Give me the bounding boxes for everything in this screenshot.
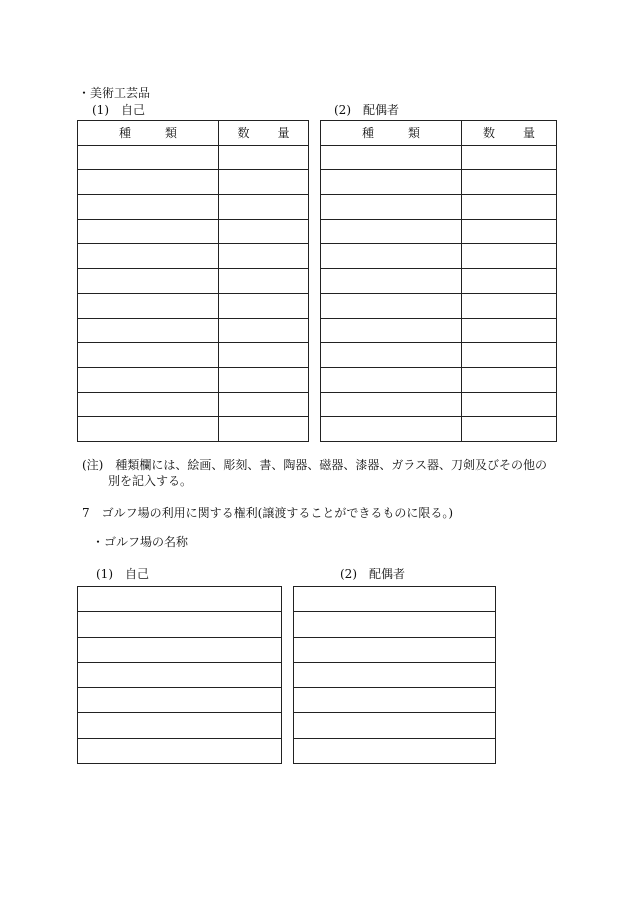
table-cell[interactable] [321, 318, 462, 343]
table-cell[interactable] [78, 713, 282, 738]
table-cell[interactable] [219, 318, 309, 343]
table-row [78, 244, 309, 269]
art-self-table [77, 120, 309, 442]
table-row [294, 587, 496, 612]
art-self-label: (1) 自己 [92, 103, 145, 117]
table-cell[interactable] [78, 367, 219, 392]
table-cell[interactable] [321, 392, 462, 417]
table-cell[interactable] [219, 219, 309, 244]
golf-self-label: (1) 自己 [96, 567, 149, 581]
header-char: 種 [118, 126, 131, 141]
table-cell[interactable] [294, 713, 496, 738]
table-cell[interactable] [462, 318, 557, 343]
table-cell[interactable] [294, 612, 496, 637]
table-cell[interactable] [321, 367, 462, 392]
table-header-row [78, 121, 309, 146]
column-header-type [321, 121, 462, 146]
table-row [78, 713, 282, 738]
table-row [294, 662, 496, 687]
table-cell[interactable] [78, 417, 219, 442]
header-char: 数 [482, 126, 495, 141]
table-row [78, 367, 309, 392]
table-cell[interactable] [321, 269, 462, 294]
table-row [78, 145, 309, 170]
table-row [78, 195, 309, 220]
golf-self-table [77, 586, 282, 764]
table-cell[interactable] [78, 637, 282, 662]
table-row [78, 343, 309, 368]
table-cell[interactable] [78, 195, 219, 220]
table-cell[interactable] [321, 195, 462, 220]
table-cell[interactable] [321, 219, 462, 244]
table-cell[interactable] [219, 293, 309, 318]
table-cell[interactable] [78, 392, 219, 417]
art-spouse-table [320, 120, 557, 442]
header-char: 量 [523, 126, 536, 141]
art-spouse-label: (2) 配偶者 [334, 103, 399, 117]
table-row [294, 713, 496, 738]
table-cell[interactable] [219, 417, 309, 442]
table-cell[interactable] [78, 587, 282, 612]
header-char: 類 [408, 126, 421, 141]
table-cell[interactable] [219, 343, 309, 368]
table-row [321, 293, 557, 318]
column-header-quantity [219, 121, 309, 146]
column-header-type [78, 121, 219, 146]
table-cell[interactable] [219, 392, 309, 417]
table-row [321, 269, 557, 294]
header-char: 種 [361, 126, 374, 141]
note-line-2: 別を記入する。 [108, 474, 193, 488]
table-cell[interactable] [219, 244, 309, 269]
table-row [294, 612, 496, 637]
table-cell[interactable] [462, 170, 557, 195]
note-line-1 [82, 457, 547, 473]
golf-section-title: 7 ゴルフ場の利用に関する権利(譲渡することができるものに限る。) [82, 506, 454, 520]
golf-spouse-table [293, 586, 496, 764]
table-cell[interactable] [294, 738, 496, 763]
table-row [78, 612, 282, 637]
table-row [78, 392, 309, 417]
note-mark: (注) [82, 458, 104, 472]
table-row [78, 417, 309, 442]
table-cell[interactable] [462, 293, 557, 318]
table-row [78, 637, 282, 662]
table-cell[interactable] [78, 293, 219, 318]
table-cell[interactable] [219, 367, 309, 392]
table-cell[interactable] [321, 145, 462, 170]
table-cell[interactable] [462, 145, 557, 170]
table-row [321, 219, 557, 244]
table-cell[interactable] [321, 293, 462, 318]
table-cell[interactable] [78, 688, 282, 713]
golf-spouse-label: (2) 配偶者 [340, 567, 405, 581]
table-cell[interactable] [294, 662, 496, 687]
table-cell[interactable] [462, 219, 557, 244]
table-cell[interactable] [462, 343, 557, 368]
table-cell[interactable] [219, 170, 309, 195]
table-cell[interactable] [321, 170, 462, 195]
art-heading: ・美術工芸品 [78, 86, 151, 100]
table-cell[interactable] [462, 417, 557, 442]
table-row [321, 343, 557, 368]
table-cell[interactable] [462, 195, 557, 220]
table-cell[interactable] [78, 738, 282, 763]
table-cell[interactable] [219, 195, 309, 220]
table-cell[interactable] [78, 145, 219, 170]
table-row [321, 170, 557, 195]
table-cell[interactable] [462, 367, 557, 392]
table-row [294, 688, 496, 713]
header-char: 類 [165, 126, 178, 141]
table-cell[interactable] [219, 145, 309, 170]
table-row [78, 662, 282, 687]
table-row [78, 587, 282, 612]
table-row [321, 367, 557, 392]
table-row [294, 637, 496, 662]
table-row [321, 244, 557, 269]
table-cell[interactable] [321, 417, 462, 442]
table-cell[interactable] [294, 637, 496, 662]
table-row [321, 417, 557, 442]
table-cell[interactable] [78, 662, 282, 687]
table-cell[interactable] [78, 318, 219, 343]
header-char: 数 [237, 126, 250, 141]
table-cell[interactable] [462, 244, 557, 269]
table-row [78, 318, 309, 343]
table-cell[interactable] [321, 343, 462, 368]
table-row [78, 269, 309, 294]
table-row [321, 195, 557, 220]
table-cell[interactable] [294, 688, 496, 713]
table-cell[interactable] [321, 244, 462, 269]
table-cell[interactable] [78, 343, 219, 368]
table-cell[interactable] [294, 587, 496, 612]
table-cell[interactable] [462, 269, 557, 294]
golf-name-heading: ・ゴルフ場の名称 [92, 535, 189, 549]
table-row [78, 738, 282, 763]
header-char: 量 [277, 126, 290, 141]
table-cell[interactable] [462, 392, 557, 417]
table-cell[interactable] [78, 244, 219, 269]
table-row [321, 392, 557, 417]
table-row [78, 688, 282, 713]
table-cell[interactable] [78, 170, 219, 195]
table-row [78, 170, 309, 195]
table-row [78, 293, 309, 318]
table-cell[interactable] [78, 612, 282, 637]
note-text-1: 種類欄には、絵画、彫刻、書、陶器、磁器、漆器、ガラス器、刀剣及びその他の [115, 458, 548, 472]
table-cell[interactable] [219, 269, 309, 294]
table-row [78, 219, 309, 244]
table-cell[interactable] [78, 219, 219, 244]
table-row [321, 318, 557, 343]
table-row [321, 145, 557, 170]
column-header-quantity [462, 121, 557, 146]
table-cell[interactable] [78, 269, 219, 294]
table-header-row [321, 121, 557, 146]
table-row [294, 738, 496, 763]
